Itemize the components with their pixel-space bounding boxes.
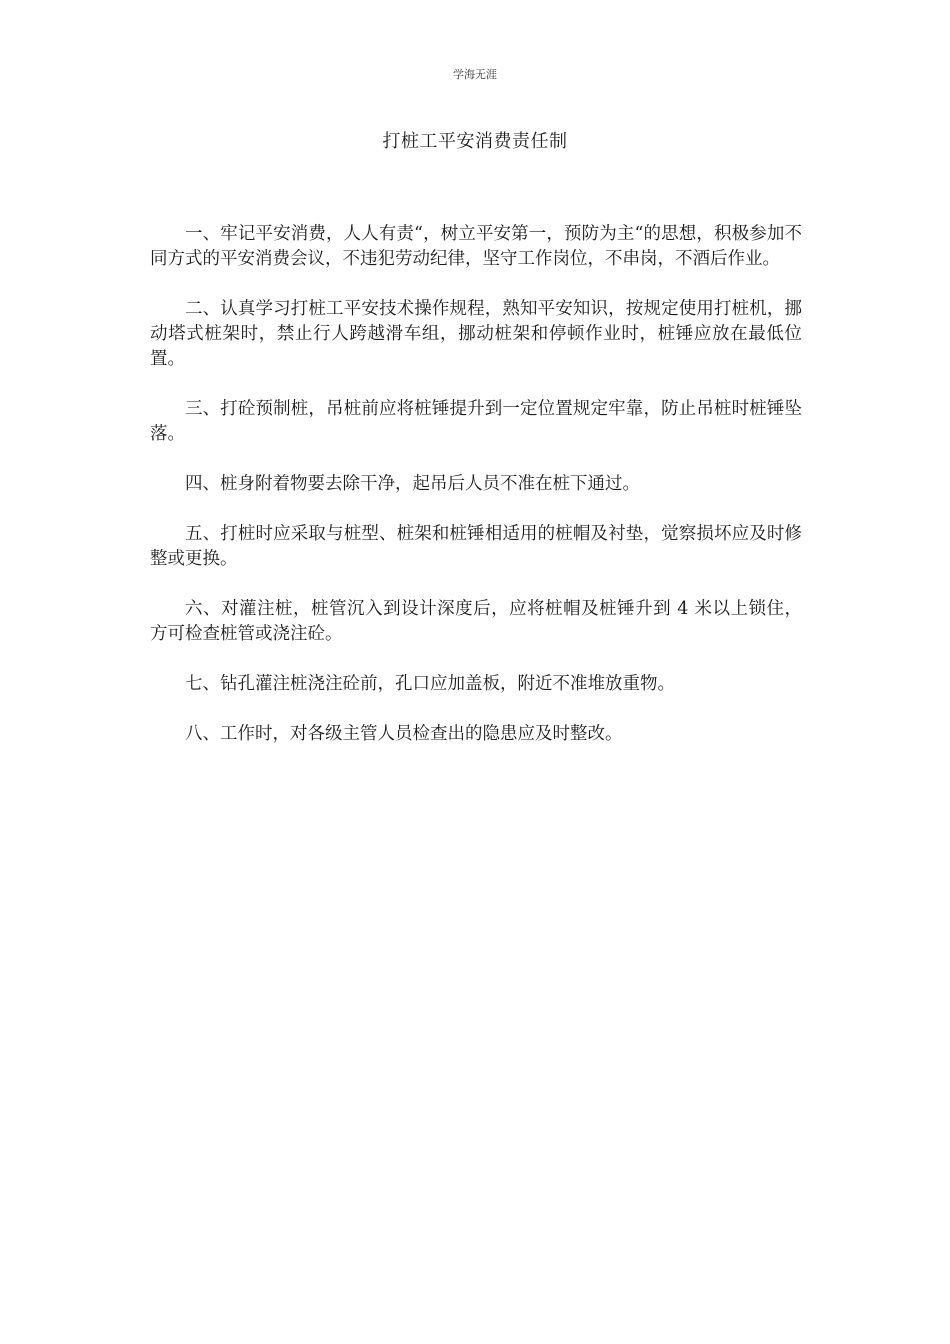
paragraph: 七、钻孔灌注桩浇注砼前，孔口应加盖板，附近不准堆放重物。 — [185, 674, 675, 694]
paragraph: 二、认真学习打桩工平安技术操作规程，熟知平安知识，按规定使用打桩机，挪动塔式桩架时，禁止行人跨越滑车组，挪动桩架和停顿作业时，桩锤应放在最低位置。 — [150, 299, 802, 369]
paragraph: 六、对灌注桩，桩管沉入到设计深度后，应将桩帽及桩锤升到 4 米以上锁住，方可检查桩管或浇注砼。 — [150, 599, 802, 644]
document-title: 打桩工平安消费责任制 — [382, 131, 568, 152]
page-header: 学海无涯 — [453, 68, 497, 81]
document-body — [150, 222, 802, 772]
paragraph: 五、打桩时应采取与桩型、桩架和桩锤相适用的桩帽及衬垫，觉察损坏应及时修整或更换。 — [150, 524, 802, 569]
paragraph: 八、工作时，对各级主管人员检查出的隐患应及时整改。 — [185, 724, 623, 744]
paragraph: 四、桩身附着物要去除干净，起吊后人员不准在桩下通过。 — [185, 474, 640, 494]
paragraph: 一、牢记平安消费，人人有责“，树立平安第一，预防为主“的思想，积极参加不同方式的平安消费会议，不违犯劳动纪律，坚守工作岗位，不串岗，不酒后作业。 — [150, 224, 802, 269]
paragraph: 三、打砼预制桩，吊桩前应将桩锤提升到一定位置规定牢靠，防止吊桩时桩锤坠落。 — [150, 399, 802, 444]
